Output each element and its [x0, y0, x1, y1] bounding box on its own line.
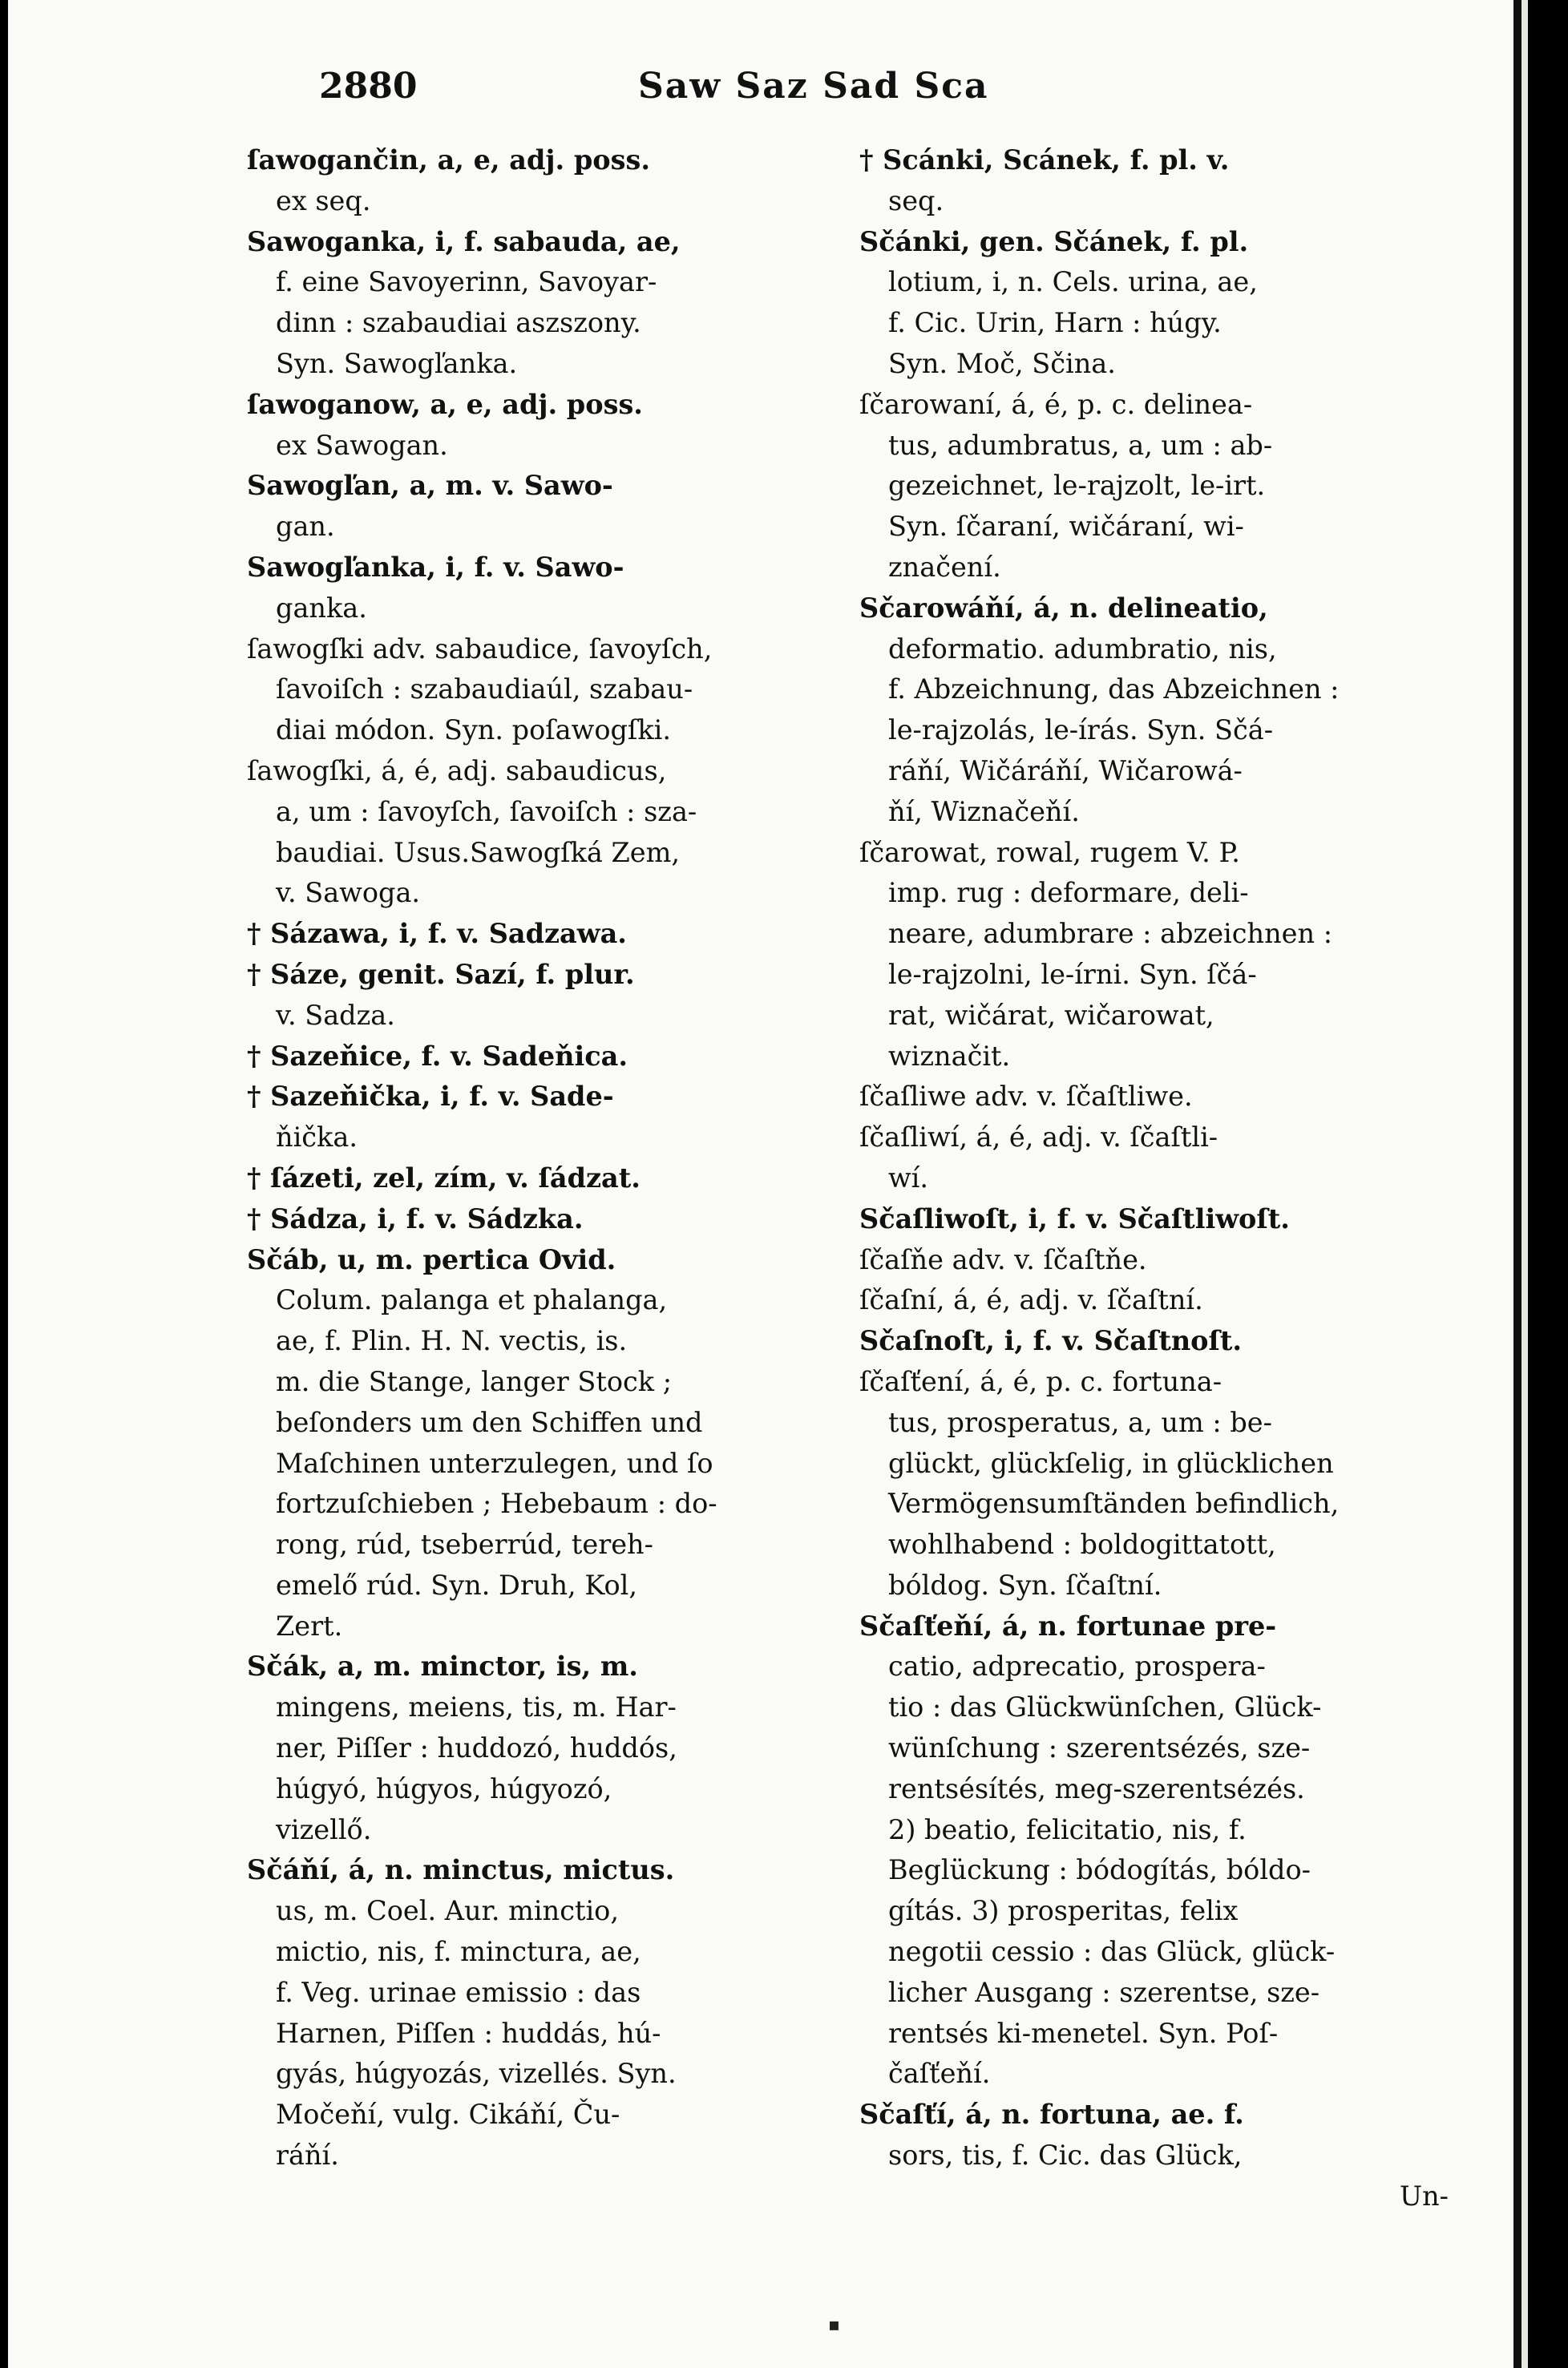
dictionary-line: sors, tis, f. Cic. das Glück,: [888, 2140, 1243, 2172]
page-header: [8, 58, 1515, 122]
dictionary-line: m. die Stange, langer Stock ;: [276, 1365, 672, 1397]
dictionary-line: diai módon. Syn. poſawogſki.: [276, 714, 671, 746]
dictionary-line: v. Sadza.: [276, 999, 395, 1031]
dictionary-line: Sawoganka, i, f. sabauda, ae,: [247, 225, 681, 257]
dictionary-line: le-rajzolni, le-írni. Syn. ſčá-: [888, 958, 1257, 990]
dictionary-line: Sčarowáňí, á, n. delineatio,: [859, 592, 1268, 624]
dictionary-line: ſčarowaní, á, é, p. c. delinea-: [859, 388, 1253, 420]
dictionary-line: gyás, húgyozás, vizellés. Syn.: [276, 2058, 677, 2090]
dictionary-line: vizellő.: [276, 1813, 372, 1845]
dictionary-line: tio : das Glückwünſchen, Glück-: [888, 1691, 1322, 1723]
dictionary-line: us, m. Coel. Aur. minctio,: [276, 1895, 619, 1927]
dictionary-line: a, um : ſavoyſch, ſavoiſch : sza-: [276, 795, 697, 827]
dictionary-line: ſawogſki adv. sabaudice, ſavoyſch,: [247, 632, 713, 665]
dictionary-line: tus, prosperatus, a, um : be-: [888, 1406, 1272, 1438]
dictionary-line: le-rajzolás, le-írás. Syn. Sčá-: [888, 714, 1274, 746]
dictionary-line: ex seq.: [276, 184, 371, 216]
dictionary-line: Sčáb, u, m. pertica Ovid.: [247, 1243, 616, 1275]
dictionary-line: † Sazeňice, f. v. Sadeňica.: [247, 1040, 628, 1072]
dictionary-line: ňí, Wiznačeňí.: [888, 795, 1080, 827]
dictionary-line: Un-: [1399, 2180, 1449, 2212]
dictionary-line: deformatio. adumbratio, nis,: [888, 632, 1277, 665]
dictionary-line: wí.: [888, 1162, 929, 1194]
dictionary-line: wünſchung : szerentsézés, sze-: [888, 1732, 1311, 1764]
dictionary-line: f. Abzeichnung, das Abzeichnen :: [888, 673, 1340, 705]
dictionary-line: f. Cic. Urin, Harn : húgy.: [888, 307, 1222, 339]
dictionary-line: mictio, nis, f. minctura, ae,: [276, 1936, 641, 1968]
dictionary-line: Sčaſťeňí, á, n. fortunae pre-: [859, 1610, 1277, 1642]
dictionary-line: Sawogľanka, i, f. v. Sawo-: [247, 551, 624, 583]
dictionary-line: Syn. ſčaraní, wičáraní, wi-: [888, 511, 1244, 543]
dictionary-line: rentsésítés, meg-szerentsézés.: [888, 1772, 1305, 1804]
dictionary-line: † Scánki, Scánek, f. pl. v.: [859, 144, 1230, 176]
dictionary-line: Močeňí, vulg. Cikáňí, Ču-: [276, 2099, 620, 2131]
dictionary-line: f. Veg. urinae emissio : das: [276, 1976, 641, 2008]
dictionary-line: Sčáňí, á, n. minctus, mictus.: [247, 1854, 675, 1886]
dictionary-line: seq.: [888, 184, 944, 216]
dictionary-line: baudiai. Usus.Sawogſká Zem,: [276, 836, 681, 868]
dictionary-line: rat, wičárat, wičarowat,: [888, 999, 1214, 1031]
dictionary-line: gan.: [276, 511, 335, 543]
dictionary-line: Zert.: [276, 1610, 343, 1642]
dictionary-line: mingens, meiens, tis, m. Har-: [276, 1691, 677, 1723]
dictionary-line: ſčaſliwe adv. v. ſčaſtliwe.: [859, 1081, 1193, 1113]
dictionary-line: catio, adprecatio, prospera-: [888, 1651, 1266, 1683]
dictionary-line: Syn. Moč, Sčina.: [888, 347, 1116, 379]
dictionary-line: ſawogſki, á, é, adj. sabaudicus,: [247, 754, 667, 786]
dictionary-line: ráňí.: [276, 2140, 339, 2172]
dictionary-line: ſčaſňe adv. v. ſčaſtňe.: [859, 1243, 1147, 1275]
dictionary-line: rentsés ki-menetel. Syn. Poſ-: [888, 2017, 1279, 2049]
dictionary-line: Beglückung : bódogítás, bóldo-: [888, 1854, 1311, 1886]
dictionary-line: imp. rug : deformare, deli-: [888, 877, 1249, 909]
dictionary-line: beſonders um den Schiffen und: [276, 1406, 703, 1438]
dictionary-line: glückt, glückſelig, in glücklichen: [888, 1447, 1334, 1479]
dictionary-line: gezeichnet, le-rajzolt, le-irt.: [888, 470, 1266, 502]
print-mark: ▪: [828, 2315, 840, 2335]
running-head: Saw Saz Sad Sca: [638, 66, 989, 107]
dictionary-line: † Sazeňička, i, f. v. Sade-: [247, 1081, 614, 1113]
dictionary-line: Sčaſliwoſt, i, f. v. Sčaſtliwoſt.: [859, 1202, 1290, 1235]
left-column: [247, 140, 836, 2176]
dictionary-line: ňička.: [276, 1121, 358, 1154]
dictionary-line: emelő rúd. Syn. Druh, Kol,: [276, 1569, 638, 1601]
page-number: 2880: [319, 66, 418, 107]
dictionary-line: neare, adumbrare : abzeichnen :: [888, 918, 1332, 950]
dictionary-line: dinn : szabaudiai aszszony.: [276, 307, 641, 339]
dictionary-line: ſavoiſch : szabaudiaúl, szabau-: [276, 673, 693, 705]
dictionary-line: ſawoganow, a, e, adj. poss.: [247, 388, 643, 420]
dictionary-line: negotii cessio : das Glück, glück-: [888, 1936, 1336, 1968]
book-spine: [1513, 0, 1522, 2368]
dictionary-line: Sčák, a, m. minctor, is, m.: [247, 1651, 638, 1683]
dictionary-line: Vermögensumſtänden befindlich,: [888, 1488, 1340, 1520]
dictionary-line: † Sádza, i, f. v. Sádzka.: [247, 1202, 584, 1235]
dictionary-line: ae, f. Plin. H. N. vectis, is.: [276, 1325, 628, 1357]
dictionary-line: ſčaſliwí, á, é, adj. v. ſčaſtli-: [859, 1121, 1218, 1154]
dictionary-line: wohlhabend : boldogittatott,: [888, 1529, 1276, 1561]
dictionary-line: Colum. palanga et phalanga,: [276, 1284, 668, 1316]
dictionary-line: čaſťeňí.: [888, 2058, 991, 2090]
dictionary-line: f. eine Savoyerinn, Savoyar-: [276, 266, 657, 298]
page-edge: [1522, 0, 1528, 2368]
dictionary-line: fortzuſchieben ; Hebebaum : do-: [276, 1488, 717, 1520]
dictionary-line: ſčaſní, á, é, adj. v. ſčaſtní.: [859, 1284, 1203, 1316]
dictionary-line: ner, Piſſer : huddozó, huddós,: [276, 1732, 677, 1764]
dictionary-line: v. Sawoga.: [276, 877, 421, 909]
dictionary-line: licher Ausgang : szerentse, sze-: [888, 1976, 1320, 2008]
dictionary-line: Harnen, Piſſen : huddás, hú-: [276, 2017, 661, 2049]
book-page: [8, 0, 1515, 2368]
dictionary-line: lotium, i, n. Cels. urina, ae,: [888, 266, 1258, 298]
dictionary-line: ſawogančin, a, e, adj. poss.: [247, 144, 650, 176]
dictionary-line: Sčaſťí, á, n. fortuna, ae. f.: [859, 2099, 1244, 2131]
dictionary-line: húgyó, húgyos, húgyozó,: [276, 1772, 612, 1804]
dictionary-line: bóldog. Syn. ſčaſtní.: [888, 1569, 1162, 1601]
dictionary-line: Sawogľan, a, m. v. Sawo-: [247, 470, 613, 502]
dictionary-line: † ſázeti, zel, zím, v. ſádzat.: [247, 1162, 641, 1194]
dictionary-line: gítás. 3) prosperitas, felix: [888, 1895, 1239, 1927]
dictionary-line: wiznačit.: [888, 1040, 1011, 1072]
dictionary-line: tus, adumbratus, a, um : ab-: [888, 429, 1273, 461]
dictionary-line: Sčánki, gen. Sčánek, f. pl.: [859, 225, 1249, 257]
right-column: [859, 140, 1449, 2217]
dictionary-line: Sčaſnoſt, i, f. v. Sčaſtnoſt.: [859, 1325, 1243, 1357]
dictionary-line: ganka.: [276, 592, 367, 624]
dictionary-line: ráňí, Wičáráňí, Wičarowá-: [888, 754, 1243, 786]
dictionary-line: † Sázawa, i, f. v. Sadzawa.: [247, 918, 627, 950]
dictionary-line: ſčaſťení, á, é, p. c. fortuna-: [859, 1365, 1222, 1397]
dictionary-line: rong, rúd, tseberrúd, tereh-: [276, 1529, 653, 1561]
dictionary-line: Maſchinen unterzulegen, und ſo: [276, 1447, 713, 1479]
dictionary-line: ſčarowat, rowal, rugem V. P.: [859, 836, 1240, 868]
dictionary-line: † Sáze, genit. Sazí, f. plur.: [247, 958, 635, 990]
dictionary-line: Syn. Sawogľanka.: [276, 347, 518, 379]
dictionary-line: ex Sawogan.: [276, 429, 448, 461]
dictionary-line: 2) beatio, felicitatio, nis, f.: [888, 1813, 1247, 1845]
dictionary-line: značení.: [888, 551, 1001, 583]
